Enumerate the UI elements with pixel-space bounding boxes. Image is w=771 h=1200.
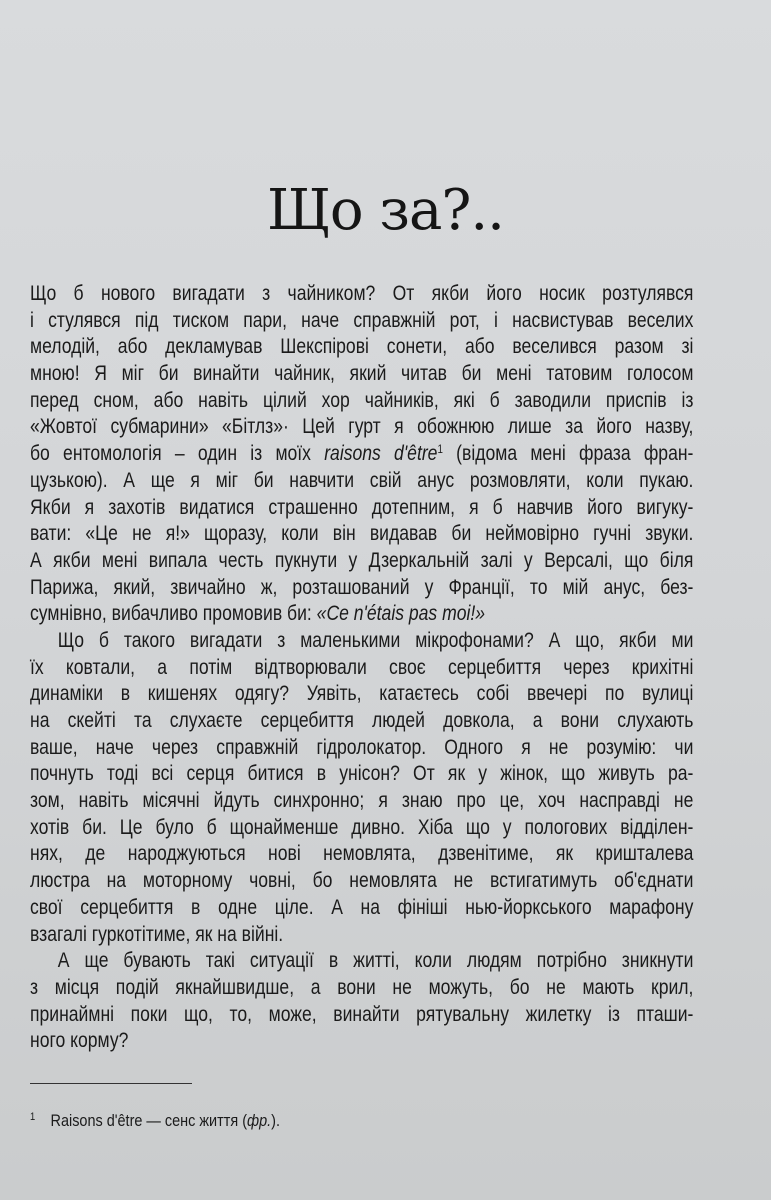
italic-phrase: raisons d'être	[324, 441, 438, 466]
line-text: почнуть тоді всі серця битися в унісон? От як у жінок, що живуть ра-	[30, 761, 694, 786]
footnote-number: 1	[30, 1111, 36, 1123]
text-line	[30, 894, 693, 921]
text-line	[30, 867, 693, 894]
footnote-italic: фр.	[247, 1111, 272, 1130]
line-text: ваше, наче через справжній гідролокатор. Одного я не розумію: чи	[30, 734, 694, 759]
text-line	[30, 1027, 693, 1054]
text-line	[30, 387, 693, 414]
text-line	[30, 360, 693, 387]
text-line	[30, 974, 693, 1001]
line-text: А ще бувають такі ситуації в житті, коли людям потрібно зникнути	[57, 948, 694, 973]
line-text: з місця подій якнайшвидше, а вони не можуть, бо не мають крил,	[30, 974, 694, 999]
text-line	[30, 680, 693, 707]
line-text-end: (відома мені фраза фран-	[442, 441, 694, 466]
text-line	[30, 921, 693, 948]
line-text: вати: «Це не я!» щоразу, коли він видавав би неймовірно гучні звуки.	[30, 521, 694, 546]
text-line	[30, 814, 693, 841]
line-text: мелодій, або декламував Шекспірові сонети, або веселився разом зі	[30, 334, 694, 359]
text-line	[30, 413, 693, 440]
italic-phrase: «Ce n'étais pas moi!»	[316, 601, 486, 626]
text-line	[30, 520, 693, 547]
line-text: взагалі гуркотітиме, як на війні.	[30, 921, 284, 946]
line-text: сумнівно, вибачливо промовив би:	[30, 601, 317, 626]
footnote-divider	[30, 1083, 192, 1084]
line-text: люстра на моторному човні, бо немовлята не встигатимуть об'єднати	[30, 868, 694, 893]
text-line	[30, 1001, 693, 1028]
footnote-ref: 1	[437, 442, 443, 457]
line-text: хотів би. Це було б щонайменше дивно. Хіба що у пологових відділен-	[30, 814, 694, 839]
text-line	[30, 947, 693, 974]
text-line	[30, 574, 693, 601]
body-text	[30, 280, 693, 1054]
text-line	[30, 734, 693, 761]
text-line	[30, 627, 693, 654]
footnote-text: Raisons d'être — сенс життя (	[50, 1111, 248, 1130]
footnote-text-end: ).	[271, 1111, 280, 1130]
line-text: на скейті та слухаєте серцебиття людей довкола, а вони слухають	[30, 708, 694, 732]
line-text: зом, навіть місячні йдуть синхронно; я знаю про це, хоч насправді не	[30, 788, 694, 813]
text-line	[30, 440, 693, 467]
text-line	[30, 467, 693, 494]
text-line	[30, 707, 693, 734]
line-text: свої серцебиття в одне ціле. А на фініші нью-йоркського марафону	[30, 894, 694, 919]
text-line	[30, 760, 693, 787]
line-text: принаймні поки що, то, може, винайти рятувальну жилетку із пташи-	[30, 1001, 694, 1026]
text-line	[30, 547, 693, 574]
text-line	[30, 840, 693, 867]
line-text: перед сном, або навіть цілий хор чайників, які б заводили приспів із	[30, 387, 694, 412]
chapter-title: Що за?..	[267, 177, 504, 243]
footnote	[30, 1111, 280, 1131]
text-line	[30, 333, 693, 360]
line-text: їх ковтали, а потім відтворювали своє серцебиття через крихітні	[30, 654, 694, 679]
text-line	[30, 787, 693, 814]
line-text: мною! Я міг би винайти чайник, який читав би мені татовим голосом	[30, 361, 694, 386]
line-text: А якби мені випала честь пукнути у Дзеркальній залі у Версалі, що біля	[30, 547, 694, 572]
line-text: Що б такого вигадати з маленькими мікрофонами? А що, якби ми	[57, 627, 694, 652]
line-text: нях, де народжуються нові немовлята, дзвенітиме, як кришталева	[30, 841, 694, 866]
line-text: динаміки в кишенях одягу? Уявіть, катаєтесь собі ввечері по вулиці	[30, 681, 694, 706]
text-line	[30, 600, 693, 627]
line-text: Парижа, який, звичайно ж, розташований у Франції, то мій анус, без-	[30, 574, 694, 599]
text-line	[30, 494, 693, 521]
line-text: і стулявся під тиском пари, наче справжній рот, і насвистував веселих	[30, 307, 694, 332]
line-text: Якби я захотів видатися страшенно дотепним, я б навчив його вигуку-	[30, 494, 694, 519]
line-text: Що б нового вигадати з чайником? От якби його носик розтулявся	[30, 281, 694, 305]
line-text: бо ентомологія – один із моїх	[30, 441, 325, 466]
text-line	[30, 307, 693, 334]
line-text: цузькою). А ще я міг би навчити свій анус розмовляти, коли пукаю.	[30, 467, 694, 492]
line-text: ного корму?	[30, 1028, 129, 1053]
text-line	[30, 654, 693, 681]
text-line	[30, 280, 693, 307]
line-text: «Жовтої субмарини» «Бітлз»· Цей гурт я обожнюю лише за його назву,	[30, 414, 694, 439]
